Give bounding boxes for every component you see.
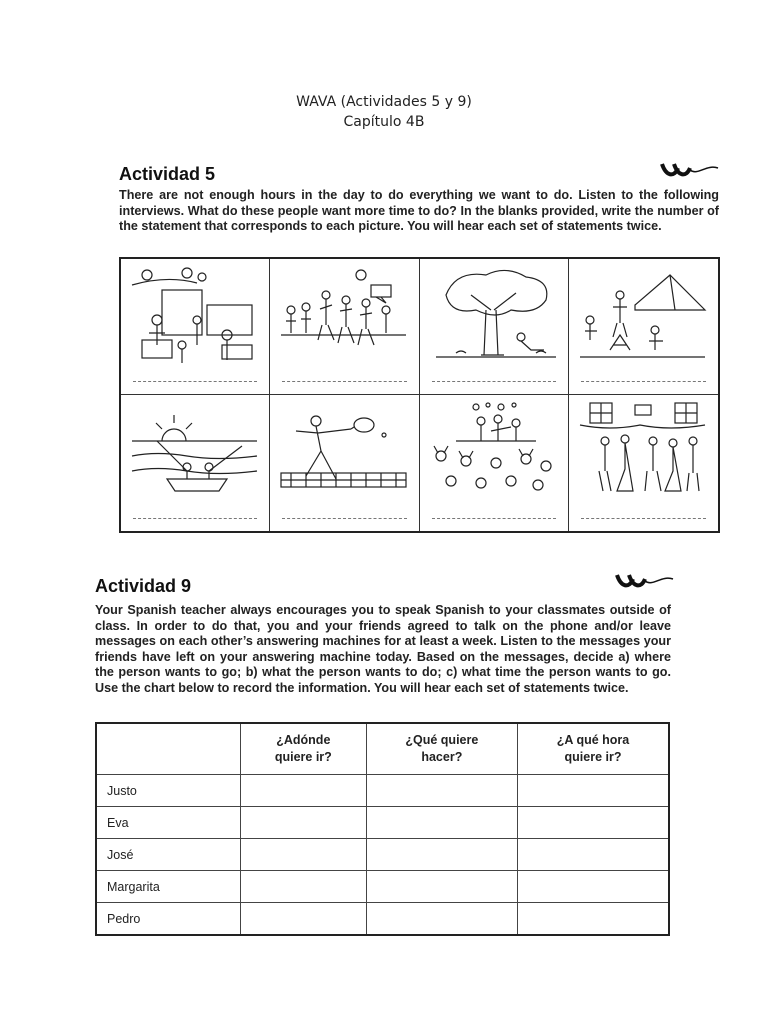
picture-cell — [420, 259, 569, 395]
response-chart — [95, 722, 670, 936]
answer-cell[interactable] — [366, 903, 517, 936]
table-row — [96, 871, 669, 903]
answer-blank[interactable] — [432, 381, 556, 382]
fishing-scene-picture — [127, 401, 262, 503]
camping-scene-picture — [575, 265, 710, 367]
actividad-5-instructions: There are not enough hours in the day to do everything we want to do. Listen to the following interviews. What do these people want more time to do? In the blanks provided, write the number of the statement that corresponds to each picture. You will hear each set of statements twice. — [119, 188, 719, 233]
answer-cell[interactable] — [518, 807, 669, 839]
header-que-quiere: ¿Qué quiere hacer? — [366, 723, 517, 775]
page-subtitle: Capítulo 4B — [343, 114, 425, 130]
answer-cell[interactable] — [366, 839, 517, 871]
row-name: Pedro — [96, 903, 241, 936]
actividad-9-title: Actividad 9 — [95, 576, 192, 596]
basketball-scene-picture — [276, 265, 411, 367]
answer-blank[interactable] — [581, 381, 706, 382]
answer-cell[interactable] — [518, 871, 669, 903]
answer-cell[interactable] — [366, 807, 517, 839]
picture-cell — [420, 395, 569, 531]
table-row — [96, 807, 669, 839]
picture-grid — [119, 257, 720, 533]
table-row — [96, 839, 669, 871]
answer-cell[interactable] — [241, 775, 367, 807]
answer-blank[interactable] — [432, 518, 556, 519]
answer-blank[interactable] — [133, 381, 257, 382]
picture-cell — [121, 259, 270, 395]
actividad-9-instructions: Your Spanish teacher always encourages you to speak Spanish to your classmates outside of class. In order to do that, you and your friends agreed to talk on the phone and/or leave messages on each other’s answering machines for at least a week. Listen to the messages your friends have left on your answering machine today. Based on the messages, decide a) where the person wants to go; b) what the person wants to do; c) what time the person wants to go. Use the chart below to record the information. You will hear each set of statements twice. — [95, 603, 671, 695]
row-name: Justo — [96, 775, 241, 807]
picture-cell — [569, 259, 718, 395]
answer-cell[interactable] — [518, 903, 669, 936]
header-adonde: ¿Adónde quiere ir? — [241, 723, 367, 775]
tree-picnic-scene-picture — [426, 265, 561, 367]
answer-cell[interactable] — [518, 775, 669, 807]
picture-cell — [121, 395, 270, 531]
dance-scene-picture — [575, 401, 710, 503]
answer-blank[interactable] — [282, 381, 406, 382]
picture-cell — [270, 395, 419, 531]
answer-cell[interactable] — [518, 839, 669, 871]
row-name: Margarita — [96, 871, 241, 903]
page-title: WAVA (Actividades 5 y 9) — [296, 94, 472, 110]
answer-cell[interactable] — [241, 903, 367, 936]
answer-cell[interactable] — [241, 871, 367, 903]
page-header — [0, 92, 768, 132]
header-blank — [96, 723, 241, 775]
table-row — [96, 775, 669, 807]
answer-cell[interactable] — [366, 871, 517, 903]
answer-blank[interactable] — [282, 518, 406, 519]
header-a-que-hora: ¿A qué hora quiere ir? — [518, 723, 669, 775]
actividad-5-title: Actividad 5 — [119, 164, 216, 184]
party-scene-picture — [127, 265, 262, 367]
audio-icon — [660, 160, 720, 182]
answer-cell[interactable] — [241, 839, 367, 871]
row-name: José — [96, 839, 241, 871]
answer-cell[interactable] — [366, 775, 517, 807]
row-name: Eva — [96, 807, 241, 839]
table-row — [96, 903, 669, 936]
answer-cell[interactable] — [241, 807, 367, 839]
picture-cell — [569, 395, 718, 531]
answer-blank[interactable] — [581, 518, 706, 519]
picture-cell — [270, 259, 419, 395]
chart-header-row — [96, 723, 669, 775]
concert-scene-picture — [426, 401, 561, 503]
tennis-scene-picture — [276, 401, 411, 503]
answer-blank[interactable] — [133, 518, 257, 519]
audio-icon — [615, 571, 675, 593]
